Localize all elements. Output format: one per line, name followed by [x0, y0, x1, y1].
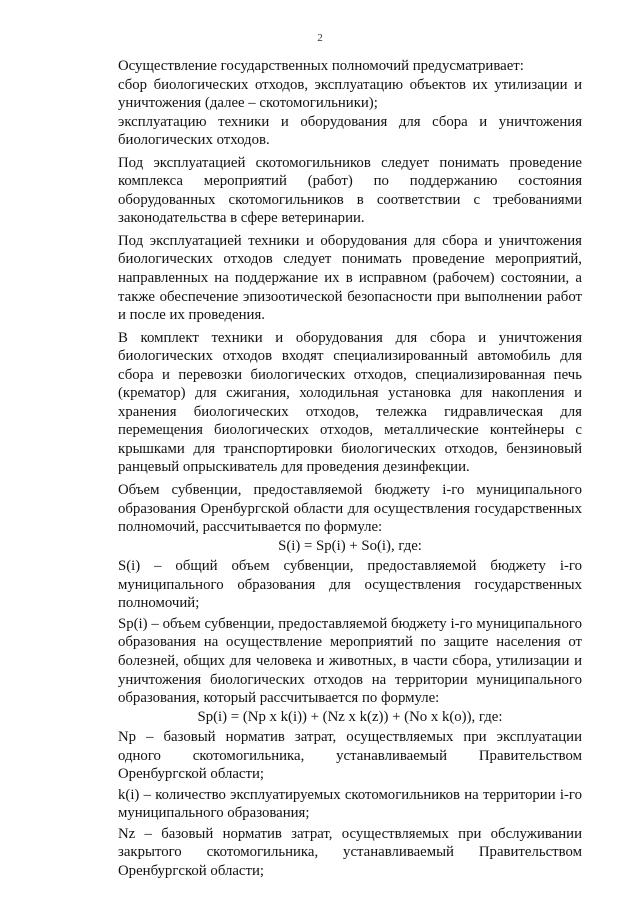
- paragraph-burial-sites-definition: Под эксплуатацией скотомогильников следует понимать проведение комплекса мероприятий (работ) по поддержанию состояния оборудованных скотомогильников в соответствии с требованиями законодательства в сфере ветеринарии.: [118, 154, 582, 227]
- paragraph-item-collection: сбор биологических отходов, эксплуатацию объектов их утилизации и уничтожения (далее – скотомогильники);: [118, 76, 582, 112]
- paragraph-subvention-volume: Объем субвенции, предоставляемой бюджету i-го муниципального образования Оренбургской области для осуществления государственных полномочий, рассчитывается по формуле:: [118, 482, 582, 536]
- paragraph-equipment-definition: Под эксплуатацией техники и оборудования для сбора и уничтожения биологических отходов следует понимать проведение мероприятий, направленных на поддержание их в исправном (рабочем) состоянии, а также обеспечение эпизоотической безопасности при выполнении работ и после их проведения.: [118, 232, 582, 324]
- paragraph-equipment-set: В комплект техники и оборудования для сбора и уничтожения биологических отходов входят специализированный автомобиль для сбора и перевозки биологических отходов, специализированная печь (крематор) для сжигания, холодильная установка для накопления и хранения биологических отходов, тележка гидравлическая для перемещения биологических отходов, металлические контейнеры с крышками для транспортировки биологических отходов, бензиновый ранцевый опрыскиватель для проведения дезинфекции.: [118, 329, 582, 476]
- paragraph-definition-s: S(i) – общий объем субвенции, предоставляемой бюджету i-го муниципального образования для осуществления государственных полномочий;: [118, 558, 582, 612]
- paragraph-item-equipment: эксплуатацию техники и оборудования для сбора и уничтожения биологических отходов.: [118, 113, 582, 149]
- paragraph-definition-np: Np – базовый норматив затрат, осуществляемых при эксплуатации одного скотомогильника, устанавливаемый Правительством Оренбургской области;: [118, 729, 582, 783]
- paragraph-definition-ki: k(i) – количество эксплуатируемых скотомогильников на территории i-го муниципального образования;: [118, 786, 582, 822]
- paragraph-definition-nz: Nz – базовый норматив затрат, осуществляемых при обслуживании закрытого скотомогильника, устанавливаемый Правительством Оренбургской области;: [118, 825, 582, 879]
- paragraph-intro: Осуществление государственных полномочий предусматривает:: [118, 58, 524, 74]
- formula-sp: Sp(i) = (Np x k(i)) + (Nz x k(z)) + (No x k(o)), где:: [197, 708, 503, 725]
- page-number: 2: [317, 32, 323, 44]
- paragraph-definition-sp: Sp(i) – объем субвенции, предоставляемой бюджету i-го муниципального образования на осуществление мероприятий по защите населения от болезней, общих для человека и животных, в части сбора, утилизации и уничтожения биологических отходов на территории муниципального образования, который рассчитывается по формуле:: [118, 615, 582, 707]
- document-body: [118, 57, 582, 881]
- formula-total-subvention: S(i) = Sp(i) + So(i), где:: [278, 537, 422, 554]
